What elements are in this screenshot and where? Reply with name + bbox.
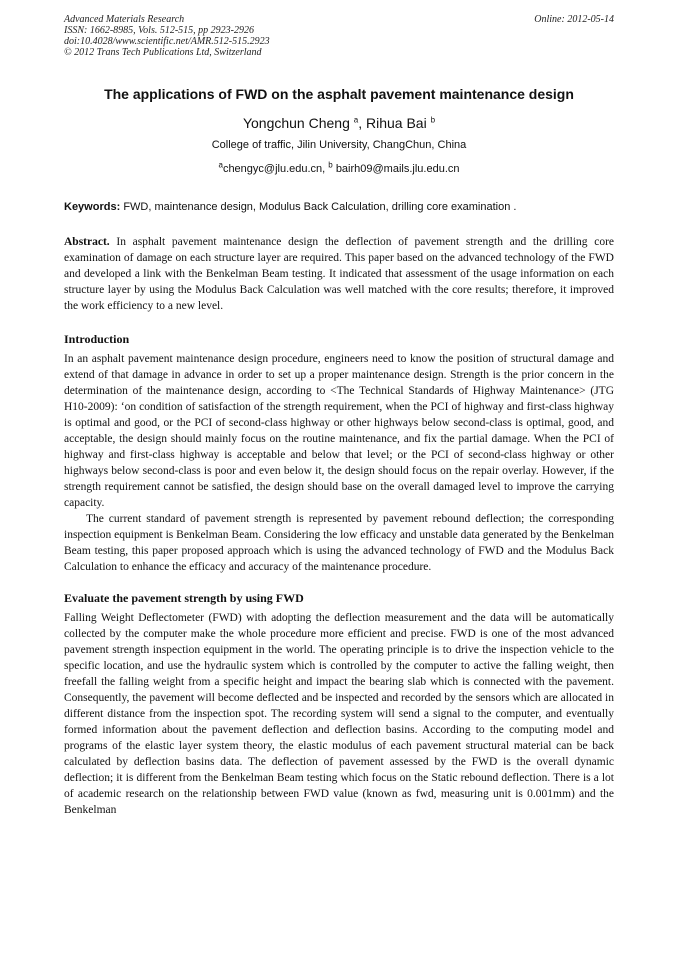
abstract-text: In asphalt pavement maintenance design the deflection of pavement strength and the drilling core examination of damage on each structure layer are required. This paper based on the advanced technology of the FWD and developed a link with the Benkelman Beam testing. It indicated that assessment of the usage information on each structure layer by using the Modulus Back Calculation was well matched with the core results; therefore, it improved the work efficiency to a new level. <box>64 236 615 312</box>
email-superscript: b <box>328 160 333 170</box>
evaluate-paragraph-1: Falling Weight Deflectometer (FWD) with adopting the deflection measurement and the data will be automatically collected by the computer make the whole procedure more efficient and precise. FWD is one of the most advanced pavement strength inspection equipment in the world. The operating principle is to drive the inspection vehicle to the specific location, and use the hydraulic system which is controlled by the computer to active the falling weight, then freefall the falling weight from a specific height and impact the bearing slab which is connected with the pavement. Consequently, the pavement will become deflected and be inspected and recorded by the sensors which are allocated in different distance from the inspection spot. The recording system will send a signal to the computer, and eventually formed information about the pavement deflection and deflection basins. According to the computing model and programs of the elastic layer system theory, the elastic modulus of each pavement structural material can be back calculated by deflection basins data. The deflection of pavement assessed by the FWD is the overall dynamic deflection; it is different from the Benkelman Beam testing which focus on the Static rebound deflection. There is a lot of academic research on the relationship between FWD value (known as fwd, measuring unit is 0.001mm) and the Benkelman <box>64 612 614 816</box>
email-line <box>64 162 614 176</box>
affiliation: College of traffic, Jilin University, ChangChun, China <box>211 139 467 151</box>
email-address: chengyc@jlu.edu.cn, <box>222 163 326 175</box>
intro-paragraph-2: The current standard of pavement strength is represented by pavement rebound deflection; the corresponding inspection equipment is Benkelman Beam. Considering the low efficacy and unstable data generated by the Benkelman Beam testing, this paper proposed approach which is using the advanced technology of FWD and the Modulus Back Calculation to enhance the efficacy and accuracy of the maintenance procedure. <box>64 513 614 573</box>
journal-doi: doi:10.4028/www.scientific.net/AMR.512-515.2923 <box>64 36 270 47</box>
email-superscript: a <box>218 160 223 170</box>
online-date: Online: 2012-05-14 <box>534 14 614 25</box>
keywords <box>64 200 614 214</box>
journal-name: Advanced Materials Research <box>64 14 185 25</box>
keywords-label: Keywords: <box>64 201 121 213</box>
journal-issn: ISSN: 1662-8985, Vols. 512-515, pp 2923-2926 <box>64 25 254 36</box>
author-name: Yongchun Cheng <box>242 115 350 131</box>
keywords-text: FWD, maintenance design, Modulus Back Calculation, drilling core examination . <box>123 201 517 213</box>
section-heading-evaluate: Evaluate the pavement strength by using FWD <box>64 591 304 605</box>
author-list <box>64 114 614 132</box>
intro-paragraph-1: In an asphalt pavement maintenance design procedure, engineers need to know the position of structural damage and extend of that damage in advance in order to set up a proper maintenance design. Strength is the prior concern in the determination of the maintenance design, according to <The Technical Standards of Highway Maintenance> (JTG H10-2009): ‘on condition of satisfaction of the strength requirement, when the PCI of highway and first-class highway is optimal and good, or the PCI of second-class highway or other highways below second-class is optimal, good, and acceptable, the design should mainly focus on the routine maintenance, and fix the partial damage. When the PCI of highway and first-class highway is acceptable and below that level; or the PCI of second-class highway or other highways below second-class is poor and even below it, the design should focus on the repair overlay. However, if the strength requirement cannot be satisfied, the design should base on the overall damaged level to improve the carrying capacity. <box>64 353 614 509</box>
journal-header <box>64 14 614 58</box>
author-name: Rihua Bai <box>366 115 427 131</box>
email-address: bairh09@mails.jlu.edu.cn <box>335 163 460 175</box>
abstract-label: Abstract. <box>64 236 110 248</box>
paper-title: The applications of FWD on the asphalt pavement maintenance design <box>104 86 574 102</box>
author-separator: , <box>358 115 366 131</box>
section-heading-introduction: Introduction <box>64 332 130 346</box>
abstract <box>64 234 614 314</box>
author-superscript: b <box>430 115 436 125</box>
author-superscript: a <box>353 115 359 125</box>
paper-page <box>64 14 614 818</box>
journal-copyright: © 2012 Trans Tech Publications Ltd, Switzerland <box>64 47 262 58</box>
